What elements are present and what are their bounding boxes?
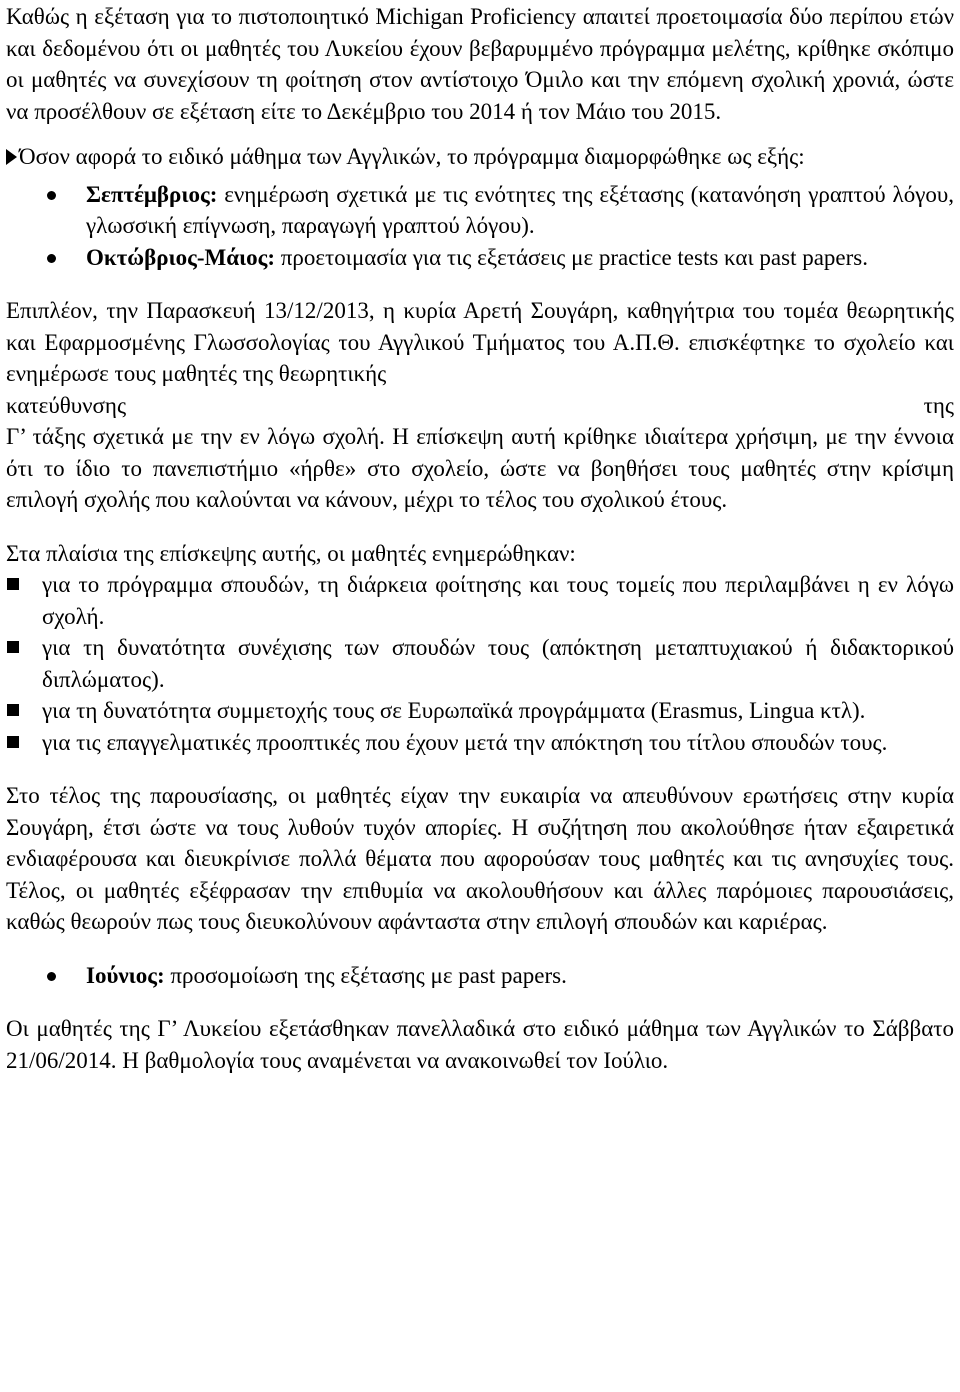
- informed-list: [6, 569, 954, 758]
- paragraph-informed-intro: Στα πλαίσια της επίσκεψης αυτής, οι μαθητές ενημερώθηκαν:: [6, 540, 576, 566]
- square-bullet-icon: [7, 704, 19, 716]
- list-item-text: για τις επαγγελματικές προοπτικές που έχουν μετά την απόκτηση του τίτλου σπουδών τους.: [42, 729, 888, 755]
- schedule-label: Σεπτέμβριος:: [86, 181, 218, 207]
- document-page: [6, 1, 954, 1076]
- paragraph-exams: Οι μαθητές της Γ’ Λυκείου εξετάσθηκαν πανελλαδικά στο ειδικό μάθημα των Αγγλικών το Σάββατο 21/06/2014. Η βαθμολογία τους αναμένεται να ανακοινωθεί τον Ιούλιο.: [6, 1016, 954, 1073]
- square-bullet-icon: [7, 736, 19, 748]
- june-list: [6, 960, 954, 992]
- paragraph-visit-continued: Γ’ τάξης σχετικά με την εν λόγω σχολή. Η επίσκεψη αυτή κρίθηκε ιδιαίτερα χρήσιμη, με την έννοια ότι το ίδιο το πανεπιστήμιο «ήρθε» στο σχολείο, ώστε να βοηθήσει τους μαθητές στην κρίσιμη επιλογή σχολής που καλούνται να κάνουν, μέχρι το τέλος του σχολικού έτους.: [6, 424, 954, 512]
- list-item: [6, 569, 954, 632]
- square-bullet-icon: [7, 641, 19, 653]
- arrow-bullet-icon: [6, 149, 17, 165]
- list-item: [6, 960, 954, 992]
- list-item-text: για τη δυνατότητα συμμετοχής τους σε Ευρωπαϊκά προγράμματα (Erasmus, Lingua κτλ).: [42, 698, 866, 723]
- bullet-icon: [47, 972, 56, 981]
- schedule-text: ενημέρωση σχετικά με τις ενότητες της εξέτασης (κατανόηση γραπτού λόγου, γλωσσική επίγνωση, παραγωγή γραπτού λόγου).: [86, 181, 954, 238]
- justified-word-right: της: [923, 392, 954, 418]
- paragraph-questions: Στο τέλος της παρουσίασης, οι μαθητές είχαν την ευκαιρία να απευθύνουν ερωτήσεις στην κυρία Σουγάρη, έτσι ώστε να τους λυθούν τυχόν απορίες. Η συζήτηση που ακολούθησε ήταν εξαιρετικά ενδιαφέρουσα και διευκρίνισε πολλά θέματα που αφορούσαν τους μαθητές και τις ανησυχίες τους. Τέλος, οι μαθητές εξέφρασαν την επιθυμία να ακολουθήσουν και άλλες παρόμοιες παρουσιάσεις, καθώς θεωρούν πως τους διευκολύνουν αφάνταστα στην επιλογή σπουδών και καριέρας.: [6, 783, 954, 934]
- paragraph-visit-justified-line: [6, 390, 954, 422]
- bullet-icon: [47, 254, 56, 263]
- schedule-text: προσομοίωση της εξέτασης με past papers.: [164, 962, 567, 988]
- list-item-text: για τη δυνατότητα συνέχισης των σπουδών τους (απόκτηση μεταπτυχιακού ή διδακτορικού διπλώματος).: [42, 635, 954, 692]
- list-item: [6, 242, 954, 274]
- english-schedule-heading: [6, 141, 954, 173]
- schedule-label: Ιούνιος:: [86, 962, 165, 988]
- square-bullet-icon: [7, 578, 19, 590]
- paragraph-michigan: Καθώς η εξέταση για το πιστοποιητικό Michigan Proficiency απαιτεί προετοιμασία δύο περίπου ετών και δεδομένου ότι οι μαθητές του Λυκείου έχουν βεβαρυμμένο πρόγραμμα μελέτης, κρίθηκε σκόπιμο οι μαθητές να συνεχίσουν τη φοίτηση στον αντίστοιχο Όμιλο και την επόμενη σχολική χρονιά, ώστε να προσέλθουν σε εξέταση είτε το Δεκέμβριο του 2014 ή τον Μάιο του 2015.: [6, 4, 954, 124]
- list-item: [6, 727, 954, 759]
- list-item: [6, 179, 954, 242]
- schedule-label: Οκτώβριος-Μάιος:: [86, 244, 276, 270]
- english-schedule-heading-text: Όσον αφορά το ειδικό μάθημα των Αγγλικών, το πρόγραμμα διαμορφώθηκε ως εξής:: [19, 144, 805, 169]
- list-item: [6, 695, 954, 727]
- schedule-list: [6, 179, 954, 274]
- paragraph-visit: Επιπλέον, την Παρασκευή 13/12/2013, η κυρία Αρετή Σουγάρη, καθηγήτρια του τομέα θεωρητικής και Εφαρμοσμένης Γλωσσολογίας του Αγγλικού Τμήματος του Α.Π.Θ. επισκέφτηκε το σχολείο και ενημέρωσε τους μαθητές της θεωρητικής: [6, 298, 954, 386]
- justified-word-left: κατεύθυνσης: [6, 392, 127, 418]
- list-item-text: για το πρόγραμμα σπουδών, τη διάρκεια φοίτησης και τους τομείς που περιλαμβάνει η εν λόγω σχολή.: [42, 572, 954, 629]
- list-item: [6, 632, 954, 695]
- bullet-icon: [47, 191, 56, 200]
- schedule-text: προετοιμασία για τις εξετάσεις με practice tests και past papers.: [275, 244, 868, 270]
